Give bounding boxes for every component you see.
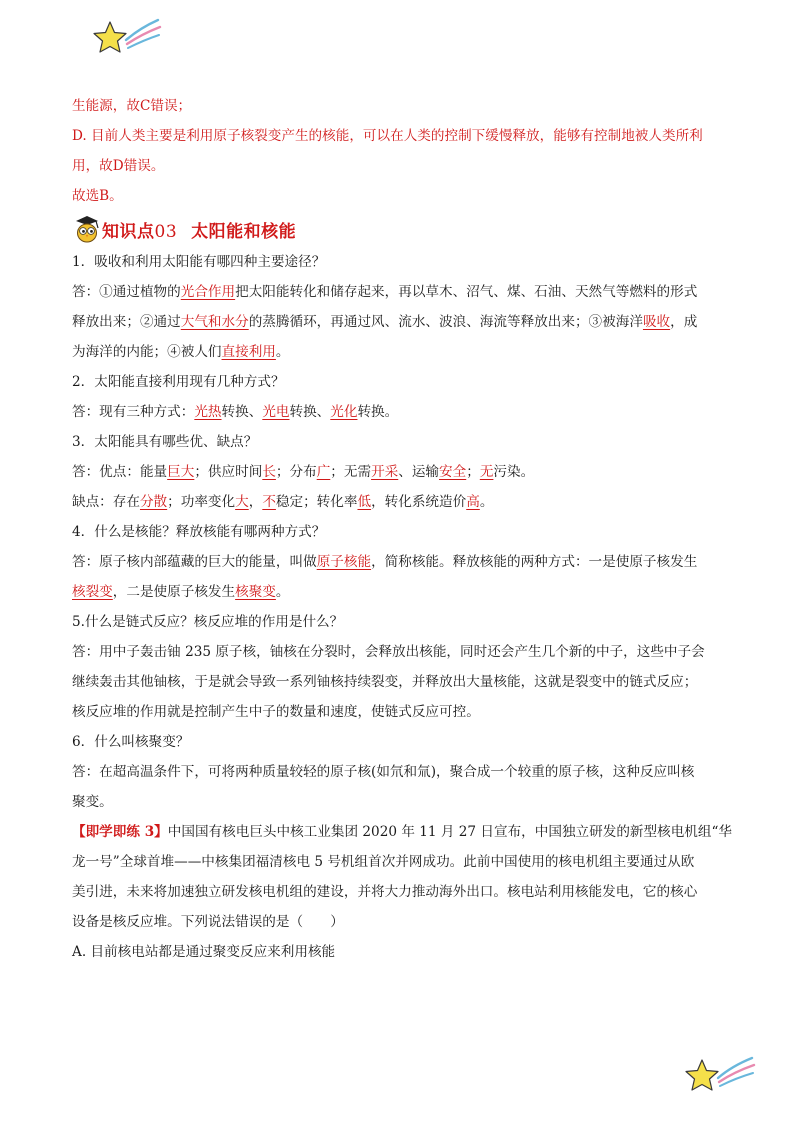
section-label: 知识点: [102, 221, 155, 242]
answer-line: [72, 462, 724, 482]
answer-key-term: 无: [479, 464, 494, 480]
answer-text: 释放出来；②通过: [72, 314, 181, 330]
shooting-star-icon: [684, 1052, 758, 1098]
answer-key-term: 原子核能: [316, 554, 372, 570]
answer-text: ；无需: [330, 464, 372, 480]
practice-label: 【即学即练 3】: [72, 824, 168, 840]
answer-key-term: 吸收: [642, 314, 671, 330]
question: 2．太阳能直接利用现有几种方式？: [72, 374, 285, 390]
answer-text: ；: [466, 464, 480, 480]
answer-text: 转换、: [289, 404, 331, 420]
question: 1．吸收和利用太阳能有哪四种主要途径？: [72, 254, 326, 270]
owl-mascot-icon: [72, 214, 102, 244]
answer-text: 缺点：存在: [72, 494, 140, 510]
answer-text: 答：现有三种方式：: [72, 404, 195, 420]
question: 4．什么是核能？释放核能有哪两种方式？: [72, 524, 326, 540]
answer-line: [72, 582, 724, 602]
answer-text: 。: [275, 344, 290, 360]
answer-key-term: 巨大: [167, 464, 195, 480]
practice-line: 设备是核反应堆。下列说法错误的是（ ）: [72, 914, 344, 930]
answer-text: ，二是使原子核发生: [112, 584, 236, 600]
answer-line: [72, 342, 724, 362]
answer-text: 把太阳能转化和储存起来，再以草木、沼气、煤、石油、天然气等燃料的形式: [235, 284, 698, 300]
answer-text: ；供应时间: [194, 464, 263, 480]
answer-text: ，成: [670, 314, 698, 330]
answer-key-term: 低: [357, 494, 372, 510]
answer-line: [72, 402, 724, 422]
answer-line: 答：在超高温条件下，可将两种质量较轻的原子核(如氘和氚)，聚合成一个较重的原子核，这种反应叫核: [72, 764, 695, 780]
section-title: [102, 217, 296, 242]
answer-text: 答：优点：能量: [72, 464, 168, 480]
answer-key-term: 核聚变: [235, 584, 276, 600]
answer-line: [72, 552, 724, 572]
answer-key-term: 大: [235, 494, 249, 510]
option-a: A. 目前核电站都是通过聚变反应来利用核能: [72, 944, 336, 960]
answer-text: ；功率变化: [167, 494, 236, 510]
question: 3．太阳能具有哪些优、缺点？: [72, 434, 258, 450]
intro-line: D. 目前人类主要是利用原子核裂变产生的核能，可以在人类的控制下缓慢释放，能够有控制地被人类所利: [72, 128, 703, 144]
question: 5.什么是链式反应？核反应堆的作用是什么？: [72, 614, 344, 630]
answer-key-term: 光电: [262, 404, 290, 420]
answer-text: 为海洋的内能；④被人们: [72, 344, 222, 360]
answer-line: 继续轰击其他铀核，于是就会导致一系列铀核持续裂变，并释放出大量核能，这就是裂变中的链式反应；: [72, 674, 698, 690]
answer-key-term: 不: [262, 494, 276, 510]
answer-key-term: 光合作用: [180, 284, 236, 300]
answer-key-term: 分散: [139, 494, 168, 510]
practice-text: 中国国有核电巨头中核工业集团 2020 年 11 月 27 日宣布，中国独立研发的新型核电机组“华: [167, 824, 733, 840]
intro-line: 生能源，故C错误；: [72, 98, 192, 114]
practice-line: 美引进，未来将加速独立研发核电机组的建设，并将大力推动海外出口。核电站利用核能发电，它的核心: [72, 884, 698, 900]
section-number: 03: [154, 221, 178, 242]
answer-text: 答：①通过植物的: [72, 284, 181, 300]
answer-key-term: 核裂变: [72, 584, 113, 600]
section-heading: [72, 214, 724, 244]
answer-text: ，转化系统造价: [371, 494, 467, 510]
answer-text: 稳定；转化率: [275, 494, 358, 510]
answer-text: ，: [248, 494, 263, 510]
answer-text: ；分布: [275, 464, 317, 480]
answer-key-term: 开采: [371, 464, 399, 480]
answer-text: 、运输: [398, 464, 440, 480]
section-name: 太阳能和核能: [191, 221, 297, 242]
answer-key-term: 安全: [439, 464, 467, 480]
answer-text: 转换、: [221, 404, 263, 420]
shooting-star-icon: [92, 14, 164, 60]
answer-key-term: 直接利用: [221, 344, 276, 360]
answer-key-term: 广: [316, 464, 331, 480]
answer-text: 。: [275, 584, 290, 600]
answer-key-term: 高: [466, 494, 480, 510]
intro-line: 用，故D错误。: [72, 158, 165, 174]
answer-line: 核反应堆的作用就是控制产生中子的数量和速度，使链式反应可控。: [72, 704, 480, 720]
answer-key-term: 长: [262, 464, 276, 480]
answer-text: 污染。: [493, 464, 535, 480]
answer-line: 聚变。: [72, 794, 113, 810]
practice-line: 龙一号”全球首堆——中核集团福清核电 5 号机组首次并网成功。此前中国使用的核电机组主要通过从欧: [72, 854, 695, 870]
answer-line: 答：用中子轰击铀 235 原子核，铀核在分裂时，会释放出核能，同时还会产生几个新的中子，这些中子会: [72, 644, 705, 660]
question: 6．什么叫核聚变？: [72, 734, 190, 750]
answer-text: 答：原子核内部蕴藏的巨大的能量，叫做: [72, 554, 317, 570]
answer-line: [72, 492, 724, 512]
document-body: [72, 96, 733, 962]
answer-key-term: 大气和水分: [180, 314, 249, 330]
answer-text: 转换。: [357, 404, 399, 420]
answer-text: 。: [479, 494, 494, 510]
answer-line: [72, 282, 724, 302]
practice-line: [72, 822, 733, 842]
answer-line: [72, 312, 724, 332]
intro-line: 故选B。: [72, 188, 123, 204]
answer-text: ，简称核能。释放核能的两种方式：一是使原子核发生: [371, 554, 698, 570]
answer-key-term: 光化: [330, 404, 358, 420]
answer-key-term: 光热: [194, 404, 222, 420]
answer-text: 的蒸腾循环，再通过风、流水、波浪、海流等释放出来；③被海洋: [248, 314, 643, 330]
